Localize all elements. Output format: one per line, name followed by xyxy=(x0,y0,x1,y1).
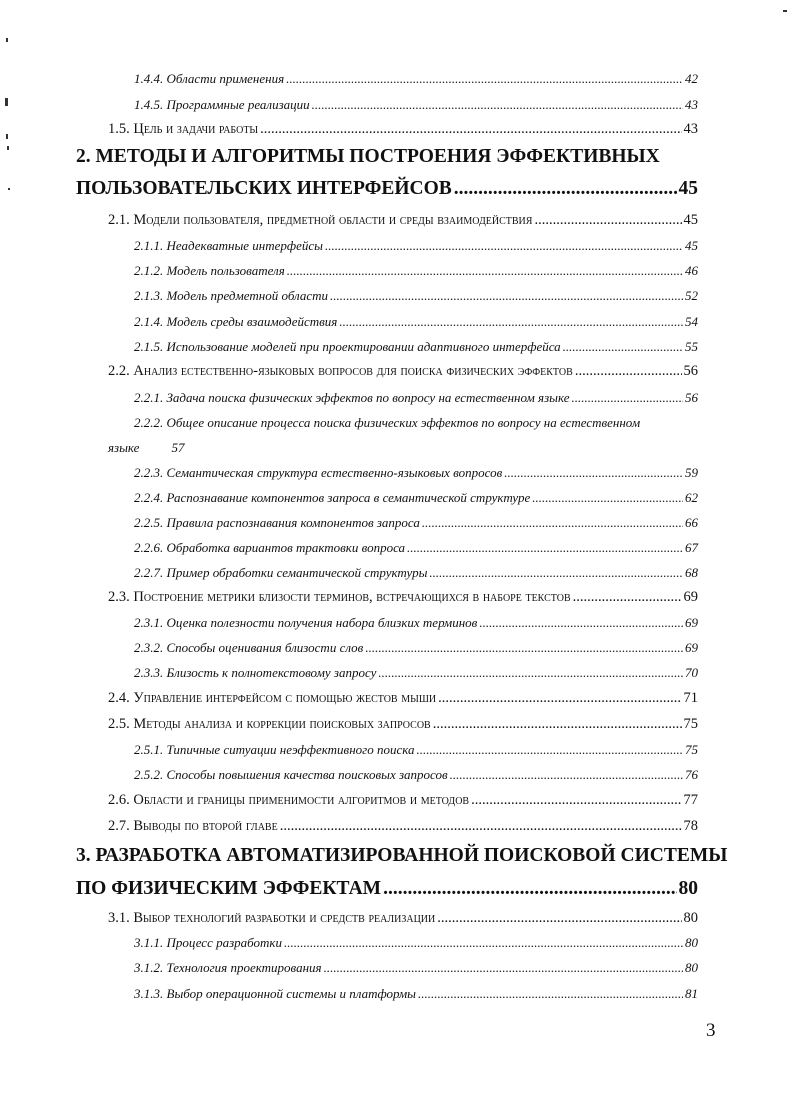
toc-entry-title: ПОЛЬЗОВАТЕЛЬСКИХ ИНТЕРФЕЙСОВ xyxy=(76,178,452,199)
leader-dots xyxy=(563,339,683,355)
leader-dots xyxy=(383,878,676,900)
toc-entry-title: 2.5. Методы анализа и коррекции поисковых запросов xyxy=(108,716,431,732)
scan-speck xyxy=(783,10,787,12)
toc-entry-page: 66 xyxy=(685,515,698,530)
toc-entry-page: 56 xyxy=(685,390,698,405)
toc-entry-title: 2.2.6. Обработка вариантов трактовки вопроса xyxy=(134,540,406,555)
toc-entry-page: 70 xyxy=(685,665,698,680)
toc-entry-title: 1.4.5. Программные реализации xyxy=(134,97,310,112)
toc-entry-title: 2.2. Анализ естественно-языковых вопросов для поиска физических эффектов xyxy=(108,363,573,379)
leader-dots xyxy=(429,565,683,581)
toc-entry-title: 2.1.2. Модель пользователя xyxy=(134,263,285,278)
toc-entry-page: 71 xyxy=(683,690,698,706)
toc-entry-page: 69 xyxy=(683,589,698,605)
toc-entry-title: 2.1.5. Использование моделей при проектировании адаптивного интерфейса xyxy=(134,339,561,354)
toc-entry xyxy=(134,490,698,506)
leader-dots xyxy=(312,97,683,113)
leader-dots xyxy=(378,665,683,681)
toc-entry-title: 3.1. Выбор технологий разработки и средств реализации xyxy=(108,910,436,926)
toc-entry xyxy=(134,71,698,87)
toc-entry xyxy=(134,263,698,279)
leader-dots xyxy=(454,178,677,200)
toc-entry xyxy=(134,935,698,951)
toc-entry-title: языке xyxy=(108,440,140,455)
toc-entry xyxy=(134,238,698,254)
toc-entry xyxy=(108,818,698,835)
toc-entry xyxy=(134,390,698,406)
toc-entry-page: 56 xyxy=(683,363,698,379)
toc-entry xyxy=(108,121,698,138)
toc-entry xyxy=(134,465,698,481)
toc-entry xyxy=(134,314,698,330)
scan-speck xyxy=(7,146,9,150)
toc-entry-title: 2.6. Области и границы применимости алгоритмов и методов xyxy=(108,792,470,808)
toc-entry-title: 2.3.1. Оценка полезности получения набора близких терминов xyxy=(134,615,478,630)
toc-entry xyxy=(134,665,698,681)
leader-dots xyxy=(339,314,683,330)
toc-entry-page: 68 xyxy=(685,565,698,580)
toc-entry-title: 2.4. Управление интерфейсом с помощью жестов мыши xyxy=(108,690,437,706)
toc-entry xyxy=(108,716,698,733)
toc-entry-page: 45 xyxy=(683,212,698,228)
toc-entry-page: 76 xyxy=(685,767,698,782)
leader-dots xyxy=(422,515,683,531)
toc-entry-page: 45 xyxy=(685,238,698,253)
leader-dots xyxy=(324,960,683,976)
page-number: 3 xyxy=(706,1020,716,1041)
toc-entry xyxy=(134,288,698,304)
toc-entry-title: 3.1.2. Технология проектирования xyxy=(134,960,322,975)
toc-entry-page: 69 xyxy=(685,640,698,655)
chapter-heading-line1: 2. МЕТОДЫ И АЛГОРИТМЫ ПОСТРОЕНИЯ ЭФФЕКТИВНЫХ xyxy=(76,146,660,167)
leader-dots xyxy=(573,589,682,606)
toc-entry-title: 2.1. Модели пользователя, предметной области и среды взаимодействия xyxy=(108,212,533,228)
toc-entry-wrapped-line1: 2.2.2. Общее описание процесса поиска физических эффектов по вопросу на естественном xyxy=(134,415,641,430)
toc-entry-page: 81 xyxy=(685,986,698,1001)
leader-dots xyxy=(571,390,683,406)
toc-entry-page: 75 xyxy=(685,742,698,757)
leader-dots xyxy=(437,910,681,927)
leader-dots xyxy=(260,121,681,138)
toc-entry-title: 2.3.3. Близость к полнотекстовому запросу xyxy=(134,665,377,680)
toc-entry xyxy=(108,363,698,380)
toc-entry xyxy=(134,515,698,531)
toc-entry-title: 3.1.1. Процесс разработки xyxy=(134,935,283,950)
leader-dots xyxy=(286,71,683,87)
scan-speck xyxy=(6,134,8,139)
toc-entry-title: 2.3.2. Способы оценивания близости слов xyxy=(134,640,364,655)
toc-entry-title: 2.1.3. Модель предметной области xyxy=(134,288,329,303)
toc-entry-page: 80 xyxy=(685,935,698,950)
leader-dots xyxy=(438,690,681,707)
toc-entry-page: 80 xyxy=(678,878,698,899)
leader-dots xyxy=(479,615,683,631)
toc-entry-page: 67 xyxy=(685,540,698,555)
toc-entry-page: 59 xyxy=(685,465,698,480)
toc-entry-title: 2.7. Выводы по второй главе xyxy=(108,818,278,834)
toc-entry-page: 77 xyxy=(683,792,698,808)
leader-dots xyxy=(532,490,683,506)
toc-entry-title: 3.1.3. Выбор операционной системы и платформы xyxy=(134,986,416,1001)
scan-speck xyxy=(8,188,10,190)
toc-entry-page: 75 xyxy=(683,716,698,732)
toc-entry-title: 2.3. Построение метрики близости терминов, встречающихся в наборе текстов xyxy=(108,589,571,605)
toc-entry xyxy=(134,97,698,113)
leader-dots xyxy=(365,640,683,656)
leader-dots xyxy=(287,263,683,279)
scan-speck xyxy=(6,38,8,42)
leader-dots xyxy=(284,935,683,951)
toc-entry-page: 46 xyxy=(685,263,698,278)
toc-entry xyxy=(108,212,698,229)
leader-dots xyxy=(471,792,681,809)
leader-dots xyxy=(504,465,683,481)
toc-entry-title: 1.4.4. Области применения xyxy=(134,71,285,86)
leader-dots xyxy=(330,288,683,304)
toc-entry-page: 42 xyxy=(685,71,698,86)
toc-entry-page: 62 xyxy=(685,490,698,505)
toc-entry-page: 78 xyxy=(683,818,698,834)
toc-entry xyxy=(134,540,698,556)
toc-entry xyxy=(134,742,698,758)
toc-entry-title: 2.1.1. Неадекватные интерфейсы xyxy=(134,238,323,253)
toc-entry-page: 52 xyxy=(685,288,698,303)
leader-dots xyxy=(280,818,682,835)
toc-entry-title: 2.5.1. Типичные ситуации неэффективного поиска xyxy=(134,742,415,757)
toc-entry xyxy=(108,792,698,809)
chapter-heading-line1: 3. РАЗРАБОТКА АВТОМАТИЗИРОВАННОЙ ПОИСКОВОЙ СИСТЕМЫ xyxy=(76,845,728,866)
leader-dots xyxy=(325,238,683,254)
toc-entry-title: 2.1.4. Модель среды взаимодействия xyxy=(134,314,338,329)
leader-dots xyxy=(433,716,682,733)
toc-entry-title: 2.2.5. Правила распознавания компонентов запроса xyxy=(134,515,420,530)
toc-entry-title: 2.2.1. Задача поиска физических эффектов по вопросу на естественном языке xyxy=(134,390,570,405)
toc-entry-page: 45 xyxy=(678,178,698,199)
toc-entry xyxy=(108,589,698,606)
toc-entry xyxy=(134,640,698,656)
leader-dots xyxy=(534,212,681,229)
toc-entry-wrapped-line2 xyxy=(108,440,184,456)
toc-entry-title: ПО ФИЗИЧЕСКИМ ЭФФЕКТАМ xyxy=(76,878,382,899)
toc-entry-title: 2.2.4. Распознавание компонентов запроса в семантической структуре xyxy=(134,490,531,505)
toc-entry-page: 80 xyxy=(685,960,698,975)
toc-entry xyxy=(134,767,698,783)
toc-chapter-entry xyxy=(76,878,698,900)
toc-entry-page: 57 xyxy=(171,440,185,455)
toc-entry-title: 1.5. Цель и задачи работы xyxy=(108,121,259,137)
leader-dots xyxy=(407,540,683,556)
leader-dots xyxy=(575,363,682,380)
toc-entry xyxy=(134,960,698,976)
toc-entry-page: 43 xyxy=(685,97,698,112)
scan-speck xyxy=(5,98,8,106)
toc-entry-page: 80 xyxy=(683,910,698,926)
toc-entry-page: 54 xyxy=(685,314,698,329)
leader-dots xyxy=(450,767,683,783)
toc-entry-title: 2.2.7. Пример обработки семантической структуры xyxy=(134,565,428,580)
toc-entry-page: 43 xyxy=(683,121,698,137)
toc-entry xyxy=(134,339,698,355)
toc-entry xyxy=(134,565,698,581)
toc-entry-page: 55 xyxy=(685,339,698,354)
toc-entry-title: 2.2.3. Семантическая структура естественно-языковых вопросов xyxy=(134,465,503,480)
toc-entry xyxy=(134,986,698,1002)
toc-entry xyxy=(108,690,698,707)
toc-chapter-entry xyxy=(76,178,698,200)
leader-dots xyxy=(417,742,684,758)
leader-dots xyxy=(418,986,683,1002)
toc-entry-title: 2.5.2. Способы повышения качества поисковых запросов xyxy=(134,767,448,782)
toc-entry-page: 69 xyxy=(685,615,698,630)
toc-entry xyxy=(108,910,698,927)
toc-entry xyxy=(134,615,698,631)
